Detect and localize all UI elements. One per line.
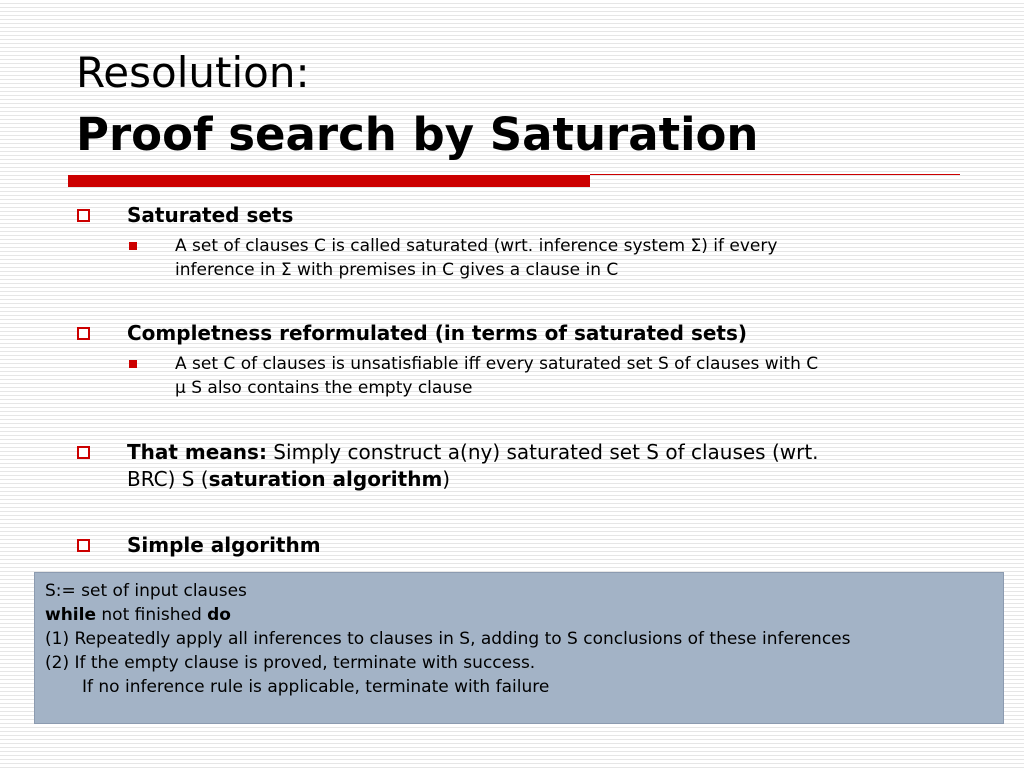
- bullet-heading-simple-algorithm: Simple algorithm: [127, 533, 321, 557]
- bullet-that-means: That means: Simply construct a(ny) saturated set S of clauses (wrt.: [127, 440, 819, 464]
- algorithm-line: S:= set of input clauses: [45, 581, 247, 601]
- sub-text: inference in Σ with premises in C gives a clause in C: [175, 260, 619, 280]
- bullet-heading-completeness: Completness reformulated (in terms of saturated sets): [127, 321, 748, 345]
- bullet-box-icon: [77, 446, 90, 459]
- algorithm-line: (1) Repeatedly apply all inferences to clauses in S, adding to S conclusions of these inferences: [45, 629, 851, 649]
- sub-text: µ S also contains the empty clause: [175, 378, 473, 398]
- bullet-box-icon: [77, 209, 90, 222]
- sub-bullet-icon: [129, 242, 137, 250]
- bullet-box-icon: [77, 539, 90, 552]
- slide-title-line1: Resolution:: [76, 48, 310, 97]
- title-rule-bar: [68, 175, 590, 187]
- algorithm-box: [34, 572, 1004, 724]
- title-rule-line: [590, 174, 960, 175]
- bullet-that-means-cont: BRC) S (saturation algorithm): [127, 467, 451, 491]
- sub-text: A set of clauses C is called saturated (wrt. inference system Σ) if every: [175, 236, 778, 256]
- algorithm-line: (2) If the empty clause is proved, terminate with success.: [45, 653, 536, 673]
- sub-bullet-icon: [129, 360, 137, 368]
- bullet-box-icon: [77, 327, 90, 340]
- slide-title-line2: Proof search by Saturation: [76, 108, 759, 161]
- bullet-heading-saturated-sets: Saturated sets: [127, 203, 294, 227]
- algorithm-line: while not finished do: [45, 605, 231, 625]
- sub-text: A set C of clauses is unsatisfiable iff every saturated set S of clauses with C: [175, 354, 819, 374]
- algorithm-line: If no inference rule is applicable, terminate with failure: [82, 677, 550, 697]
